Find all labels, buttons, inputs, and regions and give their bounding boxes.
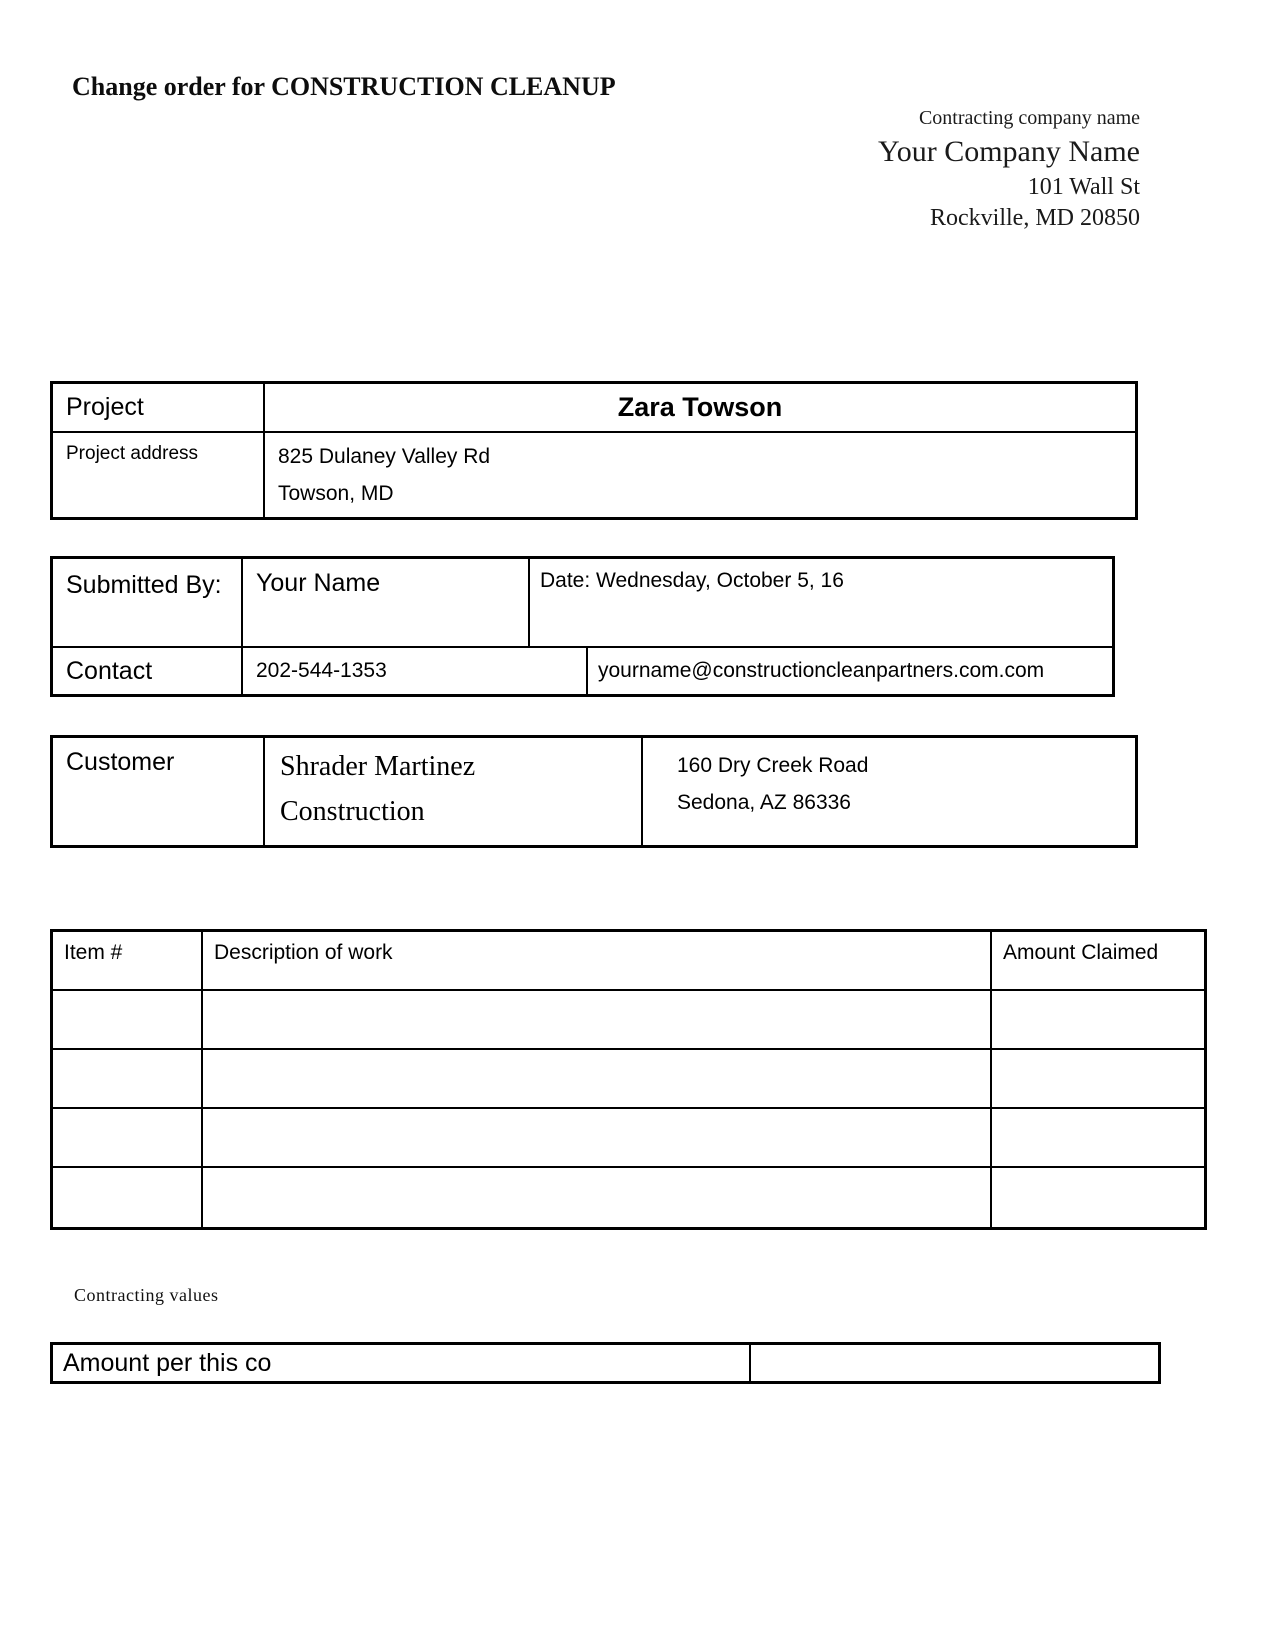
customer-address — [643, 738, 1135, 845]
item-cell[interactable] — [203, 1109, 992, 1166]
table-row — [53, 1345, 1158, 1381]
item-cell[interactable] — [53, 1050, 203, 1107]
project-address-value — [265, 433, 1135, 517]
table-row — [53, 738, 1135, 845]
project-table — [50, 381, 1138, 520]
company-label: Contracting company name — [918, 107, 1140, 129]
amount-value-cell[interactable] — [751, 1345, 1158, 1381]
table-row — [53, 648, 1112, 694]
table-row — [53, 559, 1112, 648]
item-cell[interactable] — [53, 991, 203, 1048]
company-street: 101 Wall St — [1027, 174, 1140, 200]
customer-table — [50, 735, 1138, 848]
project-address-line2: Towson, MD — [278, 482, 394, 505]
item-cell[interactable] — [203, 1050, 992, 1107]
items-table-body — [53, 991, 1204, 1227]
contact-phone: 202-544-1353 — [243, 648, 588, 694]
table-row — [53, 384, 1135, 433]
amount-label: Amount per this co — [53, 1345, 751, 1381]
items-header-amount: Amount Claimed — [1003, 941, 1159, 964]
item-cell[interactable] — [992, 1168, 1204, 1227]
customer-name-line2: Construction — [280, 796, 425, 827]
items-table — [50, 929, 1207, 1230]
submitted-by-label: Submitted By: — [53, 559, 243, 646]
table-row — [53, 1109, 1204, 1168]
item-cell[interactable] — [992, 1109, 1204, 1166]
amount-table — [50, 1342, 1161, 1384]
item-cell[interactable] — [53, 1109, 203, 1166]
customer-label: Customer — [53, 738, 265, 845]
table-row — [53, 991, 1204, 1050]
contracting-values-label: Contracting values — [74, 1285, 219, 1305]
table-row — [53, 1168, 1204, 1227]
customer-address-line1: 160 Dry Creek Road — [677, 754, 869, 777]
item-cell[interactable] — [203, 1168, 992, 1227]
project-address-label: Project address — [53, 433, 265, 517]
company-city-state-zip: Rockville, MD 20850 — [930, 205, 1140, 231]
table-row — [53, 433, 1135, 517]
contact-label: Contact — [53, 648, 243, 694]
project-name: Zara Towson — [617, 392, 783, 422]
contact-email: yourname@constructioncleanpartners.com.com — [598, 659, 1045, 682]
company-name: Your Company Name — [878, 135, 1140, 168]
customer-address-line2: Sedona, AZ 86336 — [677, 791, 851, 814]
customer-name-line1: Shrader Martinez — [280, 751, 476, 782]
items-header-item: Item # — [53, 932, 203, 989]
item-cell[interactable] — [53, 1168, 203, 1227]
company-block — [878, 104, 1140, 234]
date-value: Date: Wednesday, October 5, 16 — [540, 569, 844, 592]
project-label: Project — [53, 384, 265, 431]
item-cell[interactable] — [992, 1050, 1204, 1107]
item-cell[interactable] — [203, 991, 992, 1048]
submission-table — [50, 556, 1115, 697]
customer-name — [265, 738, 643, 845]
items-header-description: Description of work — [203, 932, 992, 989]
item-cell[interactable] — [992, 991, 1204, 1048]
document-title: Change order for CONSTRUCTION CLEANUP — [72, 72, 616, 101]
submitted-by-value: Your Name — [243, 559, 530, 646]
items-header-row — [53, 932, 1204, 991]
table-row — [53, 1050, 1204, 1109]
project-address-line1: 825 Dulaney Valley Rd — [278, 445, 491, 468]
